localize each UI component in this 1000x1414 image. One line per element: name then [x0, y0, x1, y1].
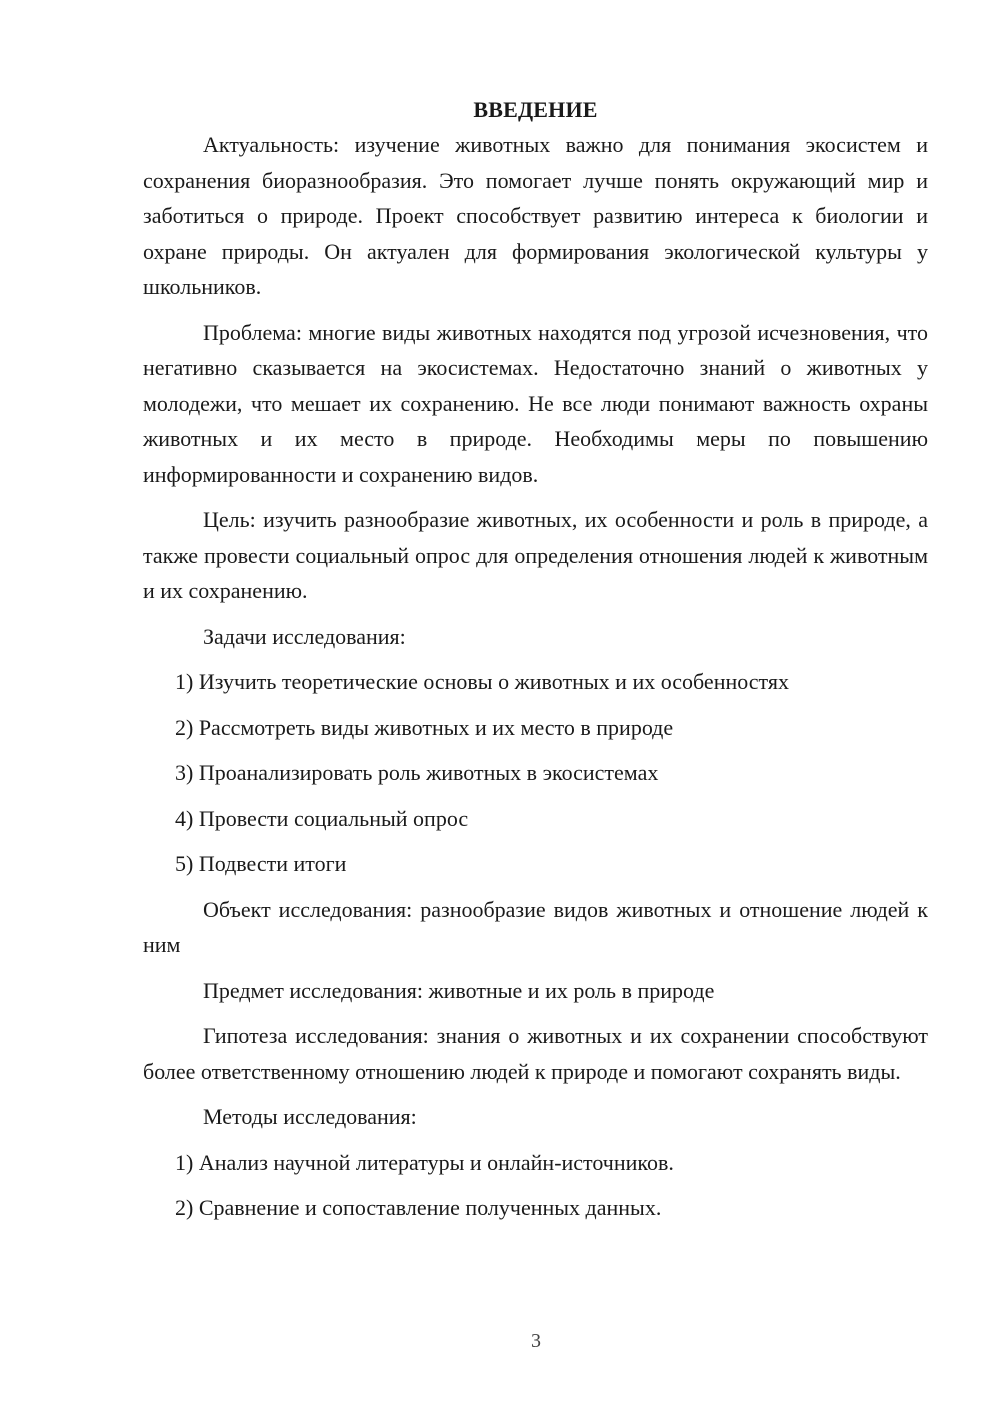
task-item: 2) Рассмотреть виды животных и их место в природе	[175, 714, 674, 740]
relevance-paragraph: Актуальность: изучение животных важно для понимания экосистем и сохранения биоразнообразия. Это помогает лучше понять окружающий мир и заботиться о природе. Проект способствует развитию интереса к биологии и охране природы. Он актуален для формирования экологической культуры у школьников.	[143, 132, 928, 299]
method-item: 2) Сравнение и сопоставление полученных данных.	[175, 1195, 662, 1220]
problem-paragraph: Проблема: многие виды животных находятся под угрозой исчезновения, что негативно сказывается на экосистемах. Недостаточно знаний о животных у молодежи, что мешает их сохранению. Не все люди понимают важность охраны животных и их место в природе. Необходимы меры по повышению информированности и сохранению видов.	[143, 319, 928, 487]
methods-heading: Методы исследования:	[203, 1104, 417, 1129]
task-item: 3) Проанализировать роль животных в экосистемах	[175, 760, 659, 785]
task-item: 4) Провести социальный опрос	[175, 805, 469, 831]
page-number: 3	[531, 1330, 541, 1352]
task-item: 1) Изучить теоретические основы о животных и их особенностях	[175, 669, 790, 694]
hypothesis-paragraph: Гипотеза исследования: знания о животных и их сохранении способствуют более ответственному отношению людей к природе и помогают сохранять виды.	[143, 1023, 928, 1084]
task-item: 5) Подвести итоги	[175, 851, 347, 876]
subject-paragraph: Предмет исследования: животные и их роль в природе	[203, 977, 715, 1003]
document-page	[143, 92, 928, 1236]
method-item: 1) Анализ научной литературы и онлайн-источников.	[175, 1149, 674, 1175]
tasks-heading: Задачи исследования:	[203, 623, 406, 649]
object-paragraph: Объект исследования: разнообразие видов животных и отношение людей к ним	[143, 896, 928, 957]
goal-paragraph: Цель: изучить разнообразие животных, их особенности и роль в природе, а также провести социальный опрос для определения отношения людей к животным и их сохранению.	[143, 507, 928, 603]
page-title: ВВЕДЕНИЕ	[473, 97, 598, 122]
